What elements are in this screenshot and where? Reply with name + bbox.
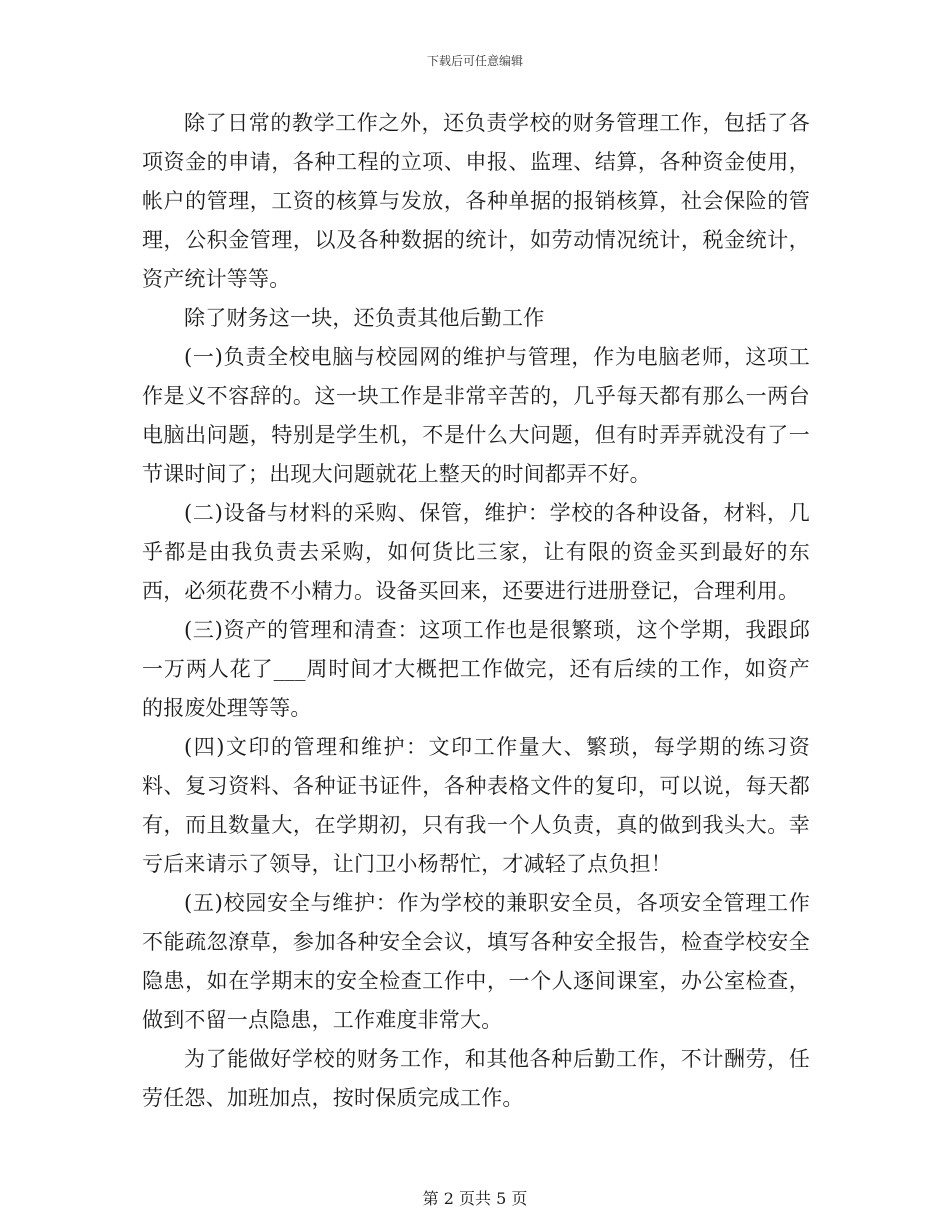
paragraph-campus-safety: (五)校园安全与维护：作为学校的兼职安全员，各项安全管理工作不能疏忽潦草，参加各种安全会议，填写各种安全报告，检查学校安全隐患，如在学期末的安全检查工作中，一个人逐间课室，办公室检查，做到不留一点隐患，工作难度非常大。 xyxy=(142,891,810,1032)
page-number: 第 2 页共 5 页 xyxy=(422,1189,528,1208)
document-body xyxy=(142,104,810,1118)
paragraph-asset-management: (三)资产的管理和清查：这项工作也是很繁琐，这个学期，我跟邱一万两人花了___周时间才大概把工作做完，还有后续的工作，如资产的报废处理等等。 xyxy=(142,618,810,720)
paragraph-computer-maintenance: (一)负责全校电脑与校园网的维护与管理，作为电脑老师，这项工作是义不容辞的。这一块工作是非常辛苦的，几乎每天都有那么一两台电脑出问题，特别是学生机，不是什么大问题，但有时弄弄就没有了一节课时间了；出现大问题就花上整天的时间都弄不好。 xyxy=(142,345,810,486)
paragraph-procurement: (二)设备与材料的采购、保管，维护：学校的各种设备，材料，几乎都是由我负责去采购，如何货比三家，让有限的资金买到最好的东西，必须花费不小精力。设备买回来，还要进行进册登记，合理利用。 xyxy=(142,501,810,603)
paragraph-logistics-intro: 除了财务这一块，还负责其他后勤工作 xyxy=(184,306,545,330)
paragraph-conclusion: 为了能做好学校的财务工作，和其他各种后勤工作，不计酬劳，任劳任怨、加班加点，按时保质完成工作。 xyxy=(142,1047,810,1110)
page-header: 下载后可任意编辑 xyxy=(426,54,523,68)
paragraph-finance-duties: 除了日常的教学工作之外，还负责学校的财务管理工作，包括了各项资金的申请，各种工程的立项、申报、监理、结算，各种资金使用，帐户的管理，工资的核算与发放，各种单据的报销核算，社会保险的管理，公积金管理，以及各种数据的统计，如劳动情况统计，税金统计，资产统计等等。 xyxy=(142,111,810,291)
paragraph-printing: (四)文印的管理和维护：文印工作量大、繁琐，每学期的练习资料、复习资料、各种证书证件，各种表格文件的复印，可以说，每天都有，而且数量大，在学期初，只有我一个人负责，真的做到我头大。幸亏后来请示了领导，让门卫小杨帮忙，才减轻了点负担！ xyxy=(142,735,810,876)
